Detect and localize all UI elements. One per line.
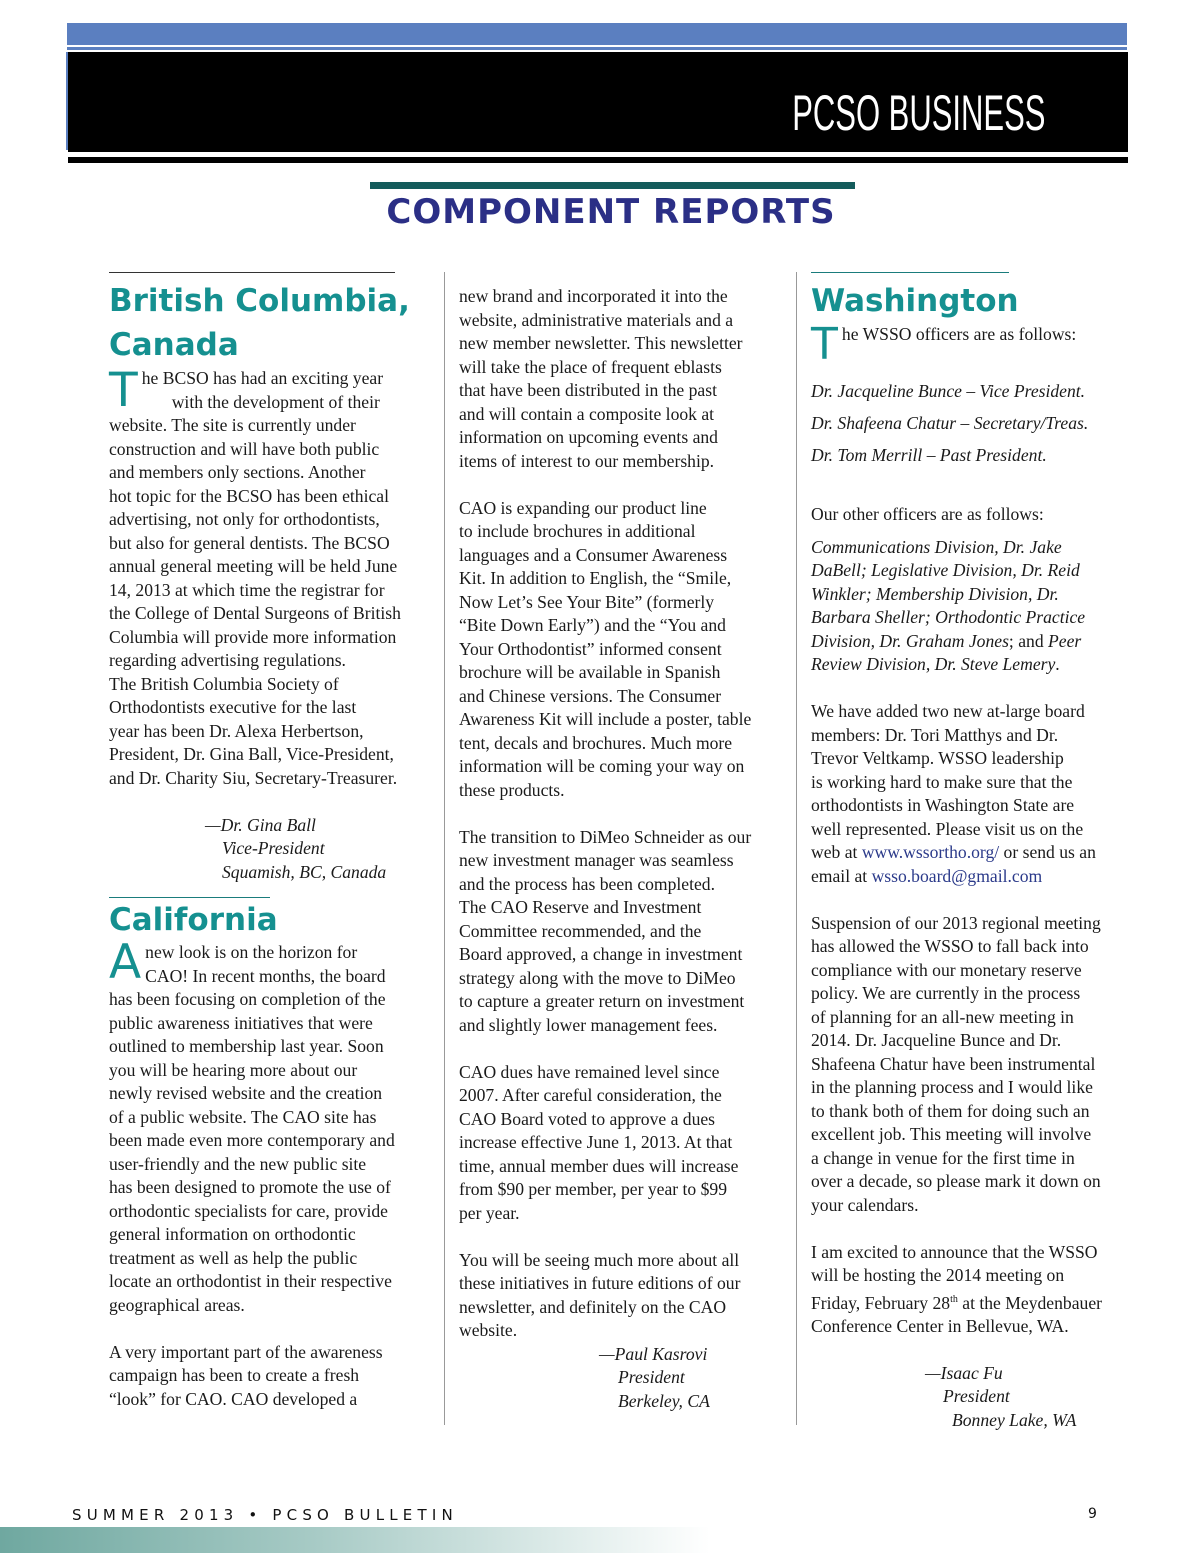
section-rule: [811, 272, 1009, 273]
ca-cont-p2: CAO is expanding our product line to include brochures in additional languages and a Consumer Awareness Kit. In addition to English, the “Smile, Now Let’s See Your Bite” (formerly “Bite Down Early”) and the “You and Your Orthodontist” informed consent brochure will be available in Spanish and Chinese versions. The Consumer Awareness Kit will include a poster, table tent, decals and brochures. Much more information will be coming your way on these products.: [459, 497, 752, 800]
section-rule: [109, 897, 270, 898]
bc-body: he BCSO has had an exciting year with the development of their website. The site is currently under construction and will have both public and members only sections. Another hot topic for the BCSO has been ethical advertising, not only for orthodontists, but also for general dentists. The BCSO annual general meeting will be held June 14, 2013 at which time the registrar for the College of Dental Surgeons of British Columbia will provide more information regarding advertising regulations. The British Columbia Society of Orthodontists executive for the last year has been Dr. Alexa Herbertson, President, Dr. Gina Ball, Vice-President, and Dr. Charity Siu, Secretary-Treasurer.: [109, 368, 401, 788]
bc-report: [109, 363, 439, 790]
heading-california: California: [109, 902, 278, 938]
page-title: COMPONENT REPORTS: [386, 192, 836, 232]
section-rule: [109, 272, 395, 273]
footer-publication: SUMMER 2013 • PCSO BULLETIN: [72, 1506, 458, 1524]
wa-signature: —Isaac Fu President Bonney Lake, WA: [925, 1362, 1077, 1430]
drop-cap: T: [109, 363, 138, 418]
header-edge-accent: [66, 52, 68, 150]
header-blue-bar: [67, 23, 1127, 45]
wa-board: We have added two new at-large board members: Dr. Tori Matthys and Dr. Trevor Veltkamp. WSSO leadership is working hard to make sure that the orthodontists in Washington State are well represented. Please visit us on the web at www.wssortho.org/ or send us an email at wsso.board@gmail.com: [811, 701, 1096, 886]
wa-officers: Dr. Jacqueline Bunce – Vice President. Dr. Shafeena Chatur – Secretary/Treas. Dr. Tom Merrill – Past President.: [811, 381, 1089, 465]
ca-report: [109, 935, 439, 1411]
section-title: PCSO BUSINESS: [791, 85, 1045, 141]
heading-washington: Washington: [811, 283, 1019, 319]
wa-intro: T he WSSO officers are as follows:: [811, 319, 1077, 370]
ca-cont-p4: CAO dues have remained level since 2007. After careful consideration, the CAO Board voted to approve a dues increase effective June 1, 2013. At that time, annual member dues will increase from $90 per member, per year to $99 per year.: [459, 1061, 739, 1223]
wa-divisions: Communications Division, Dr. Jake DaBell; Legislative Division, Dr. Reid Winkler; Membership Division, Dr. Barbara Sheller; Orthodontic Practice Division, Dr. Graham Jones; and Peer Review Division, Dr. Steve Lemery.: [811, 536, 1086, 674]
ca-body-2: A very important part of the awareness campaign has been to create a fresh “look” for CAO. CAO developed a: [109, 1341, 383, 1409]
drop-cap: T: [811, 319, 838, 370]
header-underline: [68, 157, 1128, 163]
ca-body: new look is on the horizon for CAO! In recent months, the board has been focusing on completion of the public awareness initiatives that were outlined to membership last year. Soon you will be hearing more about our newly revised website and the creation of a public website. The CAO site has been made even more contemporary and user-friendly and the new public site has been designed to promote the use of orthodontic specialists for care, provide general information on orthodontic treatment as well as help the public locate an orthodontist in their respective geographical areas.: [109, 942, 395, 1315]
page-number: 9: [1088, 1506, 1097, 1522]
wa-other-intro: Our other officers are as follows:: [811, 504, 1044, 524]
ca-cont-p5: You will be seeing much more about all these initiatives in future editions of our newsletter, and definitely on the CAO website.: [459, 1249, 741, 1340]
heading-british-columbia: British Columbia, Canada: [109, 283, 410, 363]
column-divider: [796, 272, 797, 1425]
column-2: [459, 285, 789, 1413]
column-1: [109, 272, 439, 1411]
ca-signature: —Paul Kasrovi President Berkeley, CA: [599, 1343, 710, 1411]
drop-cap: A: [109, 935, 142, 990]
wa-announcement: I am excited to announce that the WSSO will be hosting the 2014 meeting on Friday, February 28th at the Meydenbauer Conference Center in Bellevue, WA.: [811, 1241, 1102, 1336]
column-divider: [444, 272, 445, 1425]
footer-gradient: [0, 1527, 710, 1553]
ca-cont-p3: The transition to DiMeo Schneider as our new investment manager was seamless and the process has been completed. The CAO Reserve and Investment Committee recommended, and the Board approved, a change in investment strategy along with the move to DiMeo to capture a greater return on investment and slightly lower management fees.: [459, 826, 752, 1035]
header-blue-rule: [67, 47, 1127, 50]
wa-suspension: Suspension of our 2013 regional meeting has allowed the WSSO to fall back into compliance with our monetary reserve policy. We are currently in the process of planning for an all-new meeting in 2014. Dr. Jacqueline Bunce and Dr. Shafeena Chatur have been instrumental in the planning process and I would like to thank both of them for doing such an excellent job. This meeting will involve a change in venue for the first time in over a decade, so please mark it down on your calendars.: [811, 912, 1101, 1215]
ca-cont-p1: new brand and incorporated it into the website, administrative materials and a new member newsletter. This newsletter will take the place of frequent eblasts that have been distributed in the past and will contain a composite look at information on upcoming events and items of interest to our membership.: [459, 286, 743, 471]
bc-signature: —Dr. Gina Ball Vice-President Squamish, BC, Canada: [205, 814, 387, 882]
title-accent-bar: [370, 182, 855, 189]
website-link[interactable]: www.wssortho.org/: [861, 842, 1000, 862]
column-3: [811, 272, 1141, 1432]
email-link[interactable]: wsso.board@gmail.com: [871, 865, 1043, 886]
